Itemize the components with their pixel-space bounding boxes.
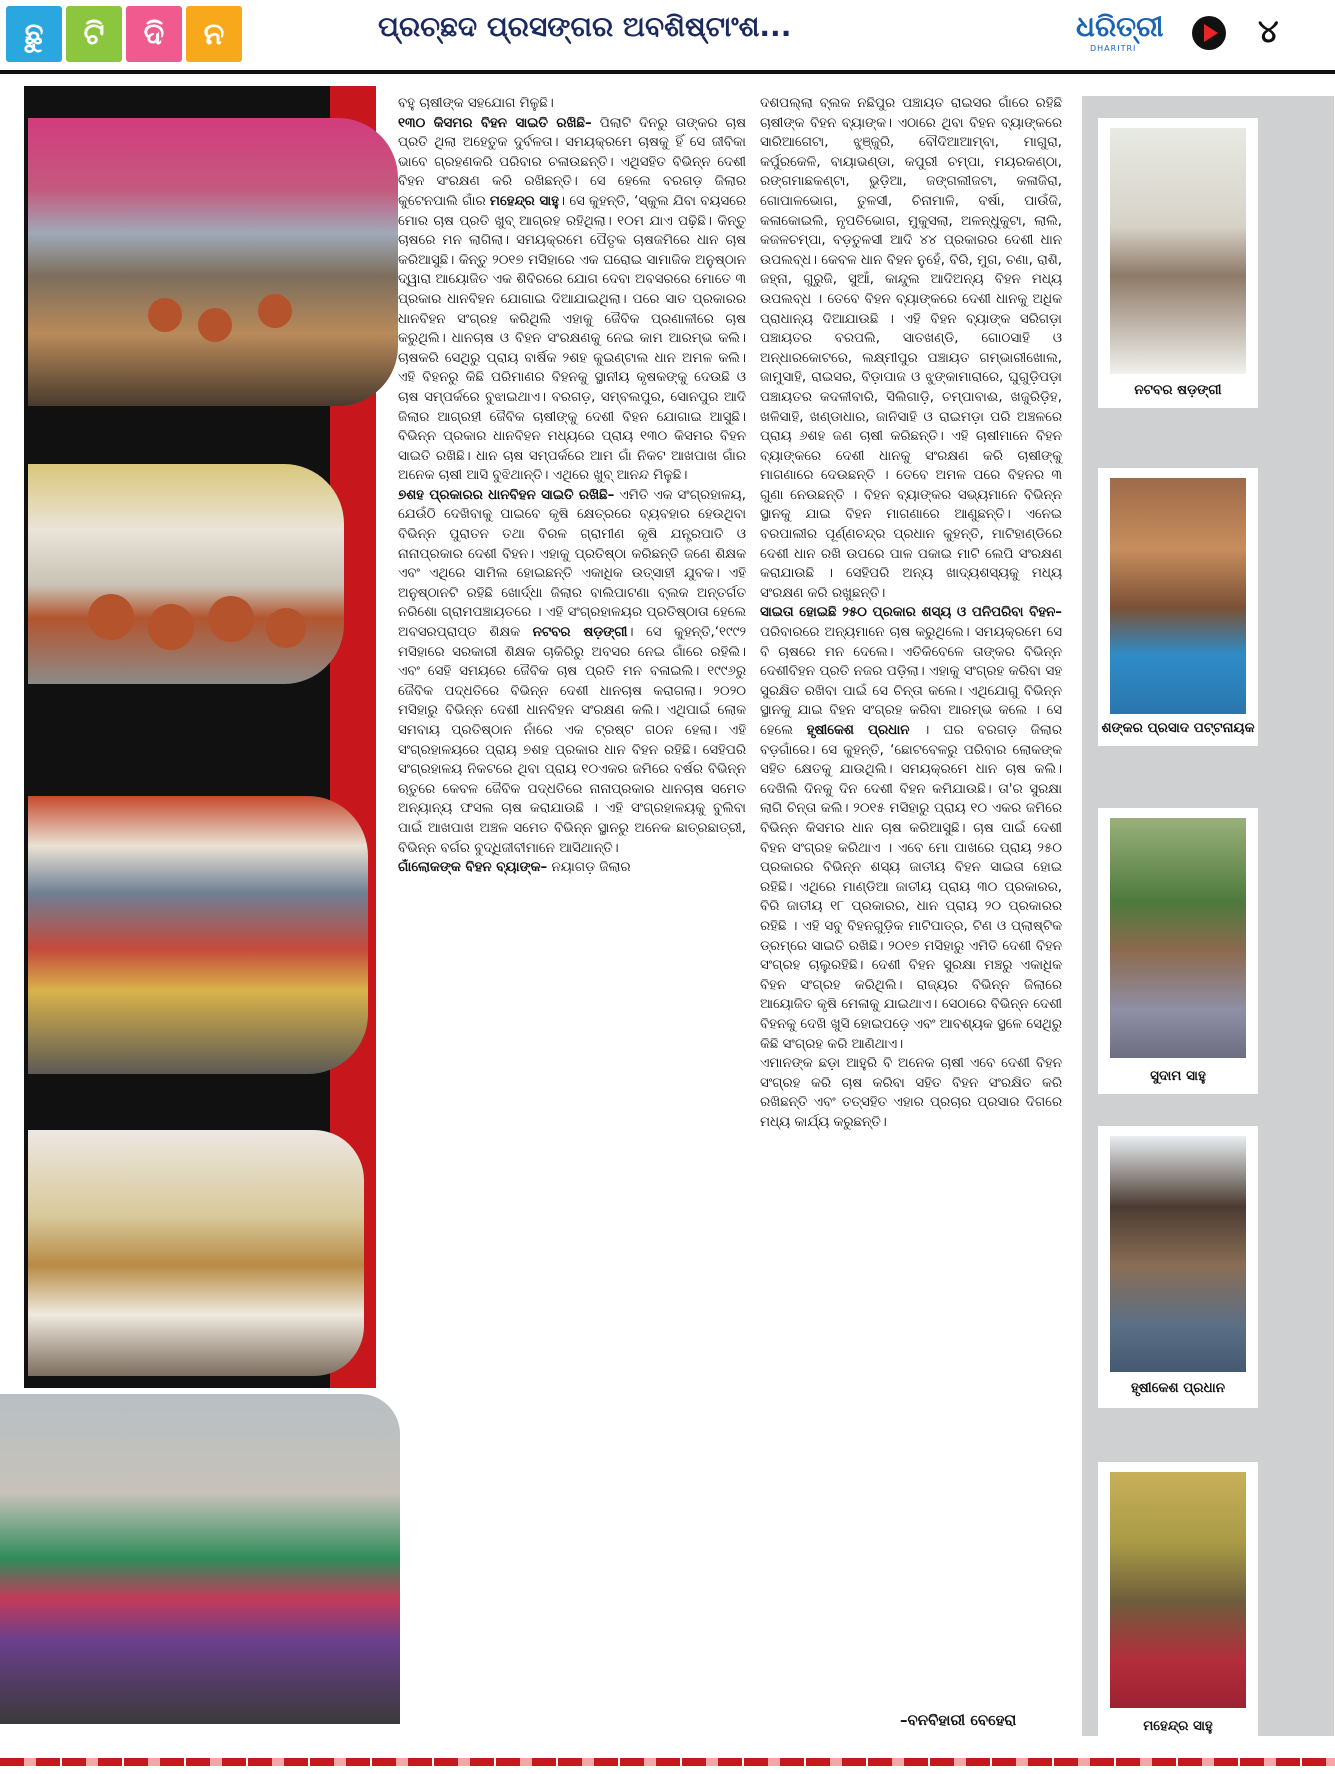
play-icon (1192, 16, 1226, 50)
clay-pot-shape (148, 604, 194, 650)
section-logo-letter: ଦି (126, 6, 182, 62)
museum-founder-photo (28, 796, 368, 1074)
portrait-card (1098, 468, 1258, 746)
article-paragraph: ସାଇତା ହୋଇଛି ୨୫୦ ପ୍ରକାର ଶସ୍ୟ ଓ ପନିପରିବା ବିହନ– ପରିବାରରେ ଅନ୍ୟମାନେ ଚାଷ କରୁଥିଲେ। ସମୟକ୍ରମେ ସେ ବି ଚାଷରେ ମନ ଦେଲେ। ଏତିକିବେଳେ ତାଙ୍କର ବିଭିନ୍ନ ଦେଶୀବିହନ ପ୍ରତି ନଜର ପଡ଼ିଲା। ଏହାକୁ ସଂଗ୍ରହ କରିବା ସହ ସୁରକ୍ଷିତ ରଖିବା ପାଇଁ ସେ ଚିନ୍ତା କଲେ। ଏଥିଯୋଗୁ ବିଭିନ୍ନ ସ୍ଥାନକୁ ଯାଇ ବିହନ ସଂଗ୍ରହ କରିବା ଆରମ୍ଭ କଲେ । ସେ ହେଲେ ହୃଷୀକେଶ ପ୍ରଧାନ । ଘର ବରଗଡ଼ ଜିଲାର ବଡ଼ଗାଁରେ। ସେ କୁହନ୍ତି, ‘ଛୋଟବେଳରୁ ପରିବାର ଲୋକଙ୍କ ସହିତ କ୍ଷେତକୁ ଯାଉଥିଲି। ସମୟକ୍ରମେ ଧାନ ଚାଷ କଲି। ଦେଖିଲି ଦିନକୁ ଦିନ ଦେଶୀ ବିହନ କମିଯାଉଛି। ତା'ର ସୁରକ୍ଷା ଲାଗି ଚିନ୍ତା କଲି। ୨୦୧୫ ମସିହାରୁ ପ୍ରାୟ ୧୦ ଏକର ଜମିରେ ବିଭିନ୍ନ କିସମର ଧାନ ଚାଷ କରିଆସୁଛି। ଚାଷ ପାଇଁ ଦେଶୀ ବିହନ ସଂଗ୍ରହ କରିଥାଏ । ଏବେ ମୋ ପାଖରେ ପ୍ରାୟ ୨୫୦ ପ୍ରକାରର ବିଭିନ୍ନ ଶସ୍ୟ ଜାତୀୟ ବିହନ ସାଇତା ହୋଇ ରହିଛି। ଏଥିରେ ମାଣ୍ଡିଆ ଜାତୀୟ ପ୍ରାୟ ୩୦ ପ୍ରକାରର, ବିରି ଜାତୀୟ ୧୮ ପ୍ରକାରର, ଧାନ ପ୍ରାୟ ୨୦ ପ୍ରକାରର ରହିଛି । ଏହି ସବୁ ବିହନଗୁଡ଼ିକ ମାଟିପାତ୍ର, ଟିଣ ଓ ପ୍ଲାଷ୍ଟିକ ଡ୍ରମ୍‌ରେ ସାଇତି ରଖିଛି। ୨୦୧୭ ମସିହାରୁ ଏମିତି ଦେଶୀ ବିହନ ସଂଗ୍ରହ ଚାଲୁରହିଛି। ଦେଶୀ ବିହନ ସୁରକ୍ଷା ମଞ୍ଚରୁ ଏକାଧିକ ବିହନ ସଂଗ୍ରହ କରିଥିଲି। ରାଜ୍ୟର ବିଭିନ୍ନ ଜିଲାରେ ଆୟୋଜିତ କୃଷି ମେଳାକୁ ଯାଇଥାଏ। ସେଠାରେ ବିଭିନ୍ନ ଦେଶୀ ବିହନକୁ ଦେଖି ଖୁସି ହୋଇପଡ଼େ ଏବଂ ଆବଶ୍ୟକ ସ୍ଥଳେ ସେଥିରୁ କିଛି ସଂଗ୍ରହ କରି ଆଣିଥାଏ। (760, 605, 1062, 1052)
page-header (0, 0, 1335, 66)
seed-storage-pots-photo (28, 464, 344, 684)
article-paragraph: ଦଶପଲ୍ଲା ବ୍ଲକ ନଛିପୁର ପଞ୍ଚାୟତ ରାଇସର ଗାଁରେ ରହିଛି ଚାଷୀଙ୍କ ବିହନ ବ୍ୟାଙ୍କ। ଏଠାରେ ଥିବା ବିହନ ବ୍ୟାଙ୍କରେ ସାରିଆଗେଟା, ଝୁଞ୍ଜୁରି, ବୌଦିଆଆମ୍ବା, ମାଗୁରା, କର୍ପୁରକେଳି, ବାୟାଭଣ୍ଡା, କପୁରୀ ଚମ୍ପା, ମୟରକଣ୍ଠା, ରଙ୍ଗମାଛକଣ୍ଟା, ଭୁଡ଼ିଆ, ଜଙ୍ଗଲୀଜଟା, କଳାଜିରା, ଗୋପାଳଭୋଗ, ତୁଳସୀ, ଚିନାମାଳି, ବର୍ଷା, ପାଉଁଜି, କଳାକୋଇଲି, ନୃପତିଭୋଗ, ମୁକୁସଲା, ଅଳନ୍ଧୁକୁଟା, ଲାଲି, କଜଳଚମ୍ପା, ବଡ଼ତୁଳସୀ ଆଦି ୪୪ ପ୍ରକାରର ଦେଶୀ ଧାନ ଉପଲବ୍ଧ। କେବଳ ଧାନ ବିହନ ନୁହେଁ, ବିରି, ମୁଗ, ଚଣା, ରାଶି, ଜହ୍ନା, ଗୁରୁଜି, ସୁଆଁ, କାନ୍ଦୁଲ ଆଦିଅନ୍ୟ ବିହନ ମଧ୍ୟ ଉପଲବ୍ଧ । ତେବେ ବିହନ ବ୍ୟାଙ୍କରେ ଦେଶୀ ଧାନକୁ ଅଧିକ ପ୍ରାଧାନ୍ୟ ଦିଆଯାଉଛି । ଏହି ବିହନ ବ୍ୟାଙ୍କ ସରିଗଡ଼ା ପଞ୍ଚାୟତର ବରପଲି, ସାତଖଣ୍ଡି, ଗୋଠସାହି ଓ ଅନ୍ଧାରକୋଟରେ, ଲକ୍ଷ୍ମୀପୁର ପଞ୍ଚାୟତ ଗମ୍ଭାରୀଖୋଲ, ଜାମୁସାହି, ରାଇସର, ବିଡ଼ାପାଜ ଓ ଝୁଙ୍କାମାରାରେ, ଘୁଗୁଡ଼ିପଡ଼ା ପଞ୍ଚାୟତର କଦଳୀବାରି, ସିଲିଗାଡ଼ି, ଚମ୍ପାବାଈ, ଖଜୁରିଡ଼ିହ, ଖଳିସାହି, ଖଣ୍ଡାଧାର, ଜାନିସାହି ଓ ରାଇମଡ଼ା ପରି ଅଞ୍ଚଳରେ ପ୍ରାୟ ୬ଶହ ଜଣ ଚାଷୀ କରିଛନ୍ତି। ଏହି ଚାଷୀମାନେ ବିହନ ବ୍ୟାଙ୍କରେ ଦେଶୀ ଧାନକୁ ସଂରକ୍ଷଣ କରି ଚାଷୀଙ୍କୁ ମାଗଣାରେ ଦେଉଛନ୍ତି । ତେବେ ଅମଳ ପରେ ବିହନର ୩ ଗୁଣା ନେଉଛନ୍ତି । ବିହନ ବ୍ୟାଙ୍କର ସଭ୍ୟମାନେ ବିଭିନ୍ନ ସ୍ଥାନକୁ ଯାଇ ବିହନ ମାଗଣାରେ ଆଣୁଛନ୍ତି। ଏନେଇ ବରପାଲୀର ପୂର୍ଣ୍ଣଚନ୍ଦ୍ର ପ୍ରଧାନ କୁହନ୍ତି, ମାଟିହାଣ୍ଡିରେ ଦେଶୀ ଧାନ ରଖି ଉପରେ ପାଳ ପକାଇ ମାଟି ଲେପି ସଂରକ୍ଷଣ କରାଯାଉଛି । ସେହିପରି ଅନ୍ୟ ଖାଦ୍ୟଶସ୍ୟକୁ ମଧ୍ୟ ସଂରକ୍ଷଣ କରି ରଖୁଛନ୍ତି। (760, 96, 1062, 601)
article-paragraph: ଗାଁଲୋକଙ୍କ ବିହନ ବ୍ୟାଙ୍କ– ନୟାଗଡ଼ ଜିଲାର (398, 860, 631, 876)
article-subheading: ଗାଁଲୋକଙ୍କ ବିହନ ବ୍ୟାଙ୍କ– (398, 860, 548, 876)
person-name: ନଟବର ଷଡ଼ଙ୍ଗୀ (532, 625, 628, 641)
article-paragraph: ୧୩୦ କିସମର ବିହନ ସାଇତି ରଖିଛି– ପିଲାଟି ଦିନରୁ ତାଙ୍କର ଚାଷ ପ୍ରତି ଥିଲା ଅହେତୁକ ଦୁର୍ବଳତା। ସମୟକ୍ରମେ ଚାଷକୁ ହିଁ ସେ ଜୀବିକା ଭାବେ ଗ୍ରହଣକରି ପରିବାର ଚଳାଉଛନ୍ତି। ଏଥିସହିତ ବିଭିନ୍ନ ଦେଶୀ ବିହନ ସଂରକ୍ଷଣ କରି ରଖିଛନ୍ତି। ସେ ହେଲେ ବରଗଡ଼ ଜିଲାର କୁଟେନପାଲି ଗାଁର ମହେନ୍ଦ୍ର ସାହୁ। ସେ କୁହନ୍ତି, ‘ସ୍କୁଲ ଯିବା ବୟସରେ ମୋର ଚାଷ ପ୍ରତି ଖୁବ୍ ଆଗ୍ରହ ରହିଥିଲା। ୧୦ମ ଯାଏ ପଢ଼ିଛି। କିନ୍ତୁ ଚାଷରେ ମନ ଲାଗିଲା। ସମୟକ୍ରମେ ପୈତୃକ ଚାଷଜମିରେ ଧାନ ଚାଷ କରିଆସୁଛି। କିନ୍ତୁ ୨୦୧୭ ମସିହାରେ ଏକ ଘରୋଇ ସାମାଜିକ ଅନୁଷ୍ଠାନ ଦ୍ୱାରା ଆୟୋଜିତ ଏକ ଶିବିରରେ ଯୋଗ ଦେବା ଅବସରରେ ମୋତେ ୩ ପ୍ରକାର ଧାନବିହନ ଯୋଗାଇ ଦିଆଯାଇଥିଲା। ପରେ ସାତ ପ୍ରକାରର ଧାନବିହନ ସଂଗ୍ରହ କରିଥିଲି ଏହାକୁ ଜୈବିକ ପ୍ରଣାଳୀରେ ଚାଷ କରୁଥିଲି। ଧାନଚାଷ ଓ ବିହନ ସଂରକ୍ଷଣକୁ ନେଇ କାମ ଆରମ୍ଭ କଲି। ଚାଷକରି ସେଥିରୁ ପ୍ରାୟ ବାର୍ଷିକ ୨ଶହ କୁଇଣ୍ଟାଲ ଧାନ ଅମଳ କଲି। ଏହି ବିହନରୁ କିଛି ପରିମାଣର ବିହନକୁ ସ୍ଥାନୀୟ କୃଷକଙ୍କୁ ଦେଉଛି ଓ ଚାଷ ସମ୍ପର୍କରେ ବୁଝାଇଥାଏ। ବରଗଡ଼, ସମ୍ବଲପୁର, ସୋନପୁର ଆଦି ଜିଲାର ଆଗ୍ରହୀ ଜୈବିକ ଚାଷୀଙ୍କୁ ଦେଶୀ ବିହନ ଯୋଗାଇ ଆସୁଛି। ବିଭିନ୍ନ ପ୍ରକାର ଧାନବିହନ ମଧ୍ୟରେ ପ୍ରାୟ ୧୩୦ କିସମର ବିହନ ସାଇତି ରଖିଛି। ଧାନ ଚାଷ ସମ୍ପର୍କରେ ଆମ ଗାଁ ନିକଟ ଆଖପାଖ ଗାଁର ଅନେକ ଚାଷୀ ଆସି ବୁଝିଥାନ୍ତି। ଏଥିରେ ଖୁବ୍ ଆନନ୍ଦ ମିଳୁଛି। (398, 115, 747, 484)
article-paragraph: ୭ଶହ ପ୍ରକାରର ଧାନବିହନ ସାଇତି ରଖିଛି– ଏମିତି ଏକ ସଂଗ୍ରହାଳୟ, ଯେଉଁଠି ଦେଖିବାକୁ ପାଇବେ କୃଷି କ୍ଷେତ୍ରରେ ବ୍ୟବହାର ହେଉଥିବା ବିଭିନ୍ନ ପୁରାତନ ତଥା ବିରଳ ଗ୍ରାମୀଣ କୃଷି ଯନ୍ତ୍ରପାତି ଓ ନାନାପ୍ରକାର ଦେଶୀ ବିହନ। ଏହାକୁ ପ୍ରତିଷ୍ଠା କରିଛନ୍ତି ଜଣେ ଶିକ୍ଷକ ଏବଂ ଏଥିରେ ସାମିଲ ହୋଇଛନ୍ତି ଏକାଧିକ ଉତ୍ସାହୀ ଯୁବକ। ଏହି ଅନୁଷ୍ଠାନଟି ରହିଛି ଖୋର୍ଦ୍ଧା ଜିଲାର ବାଲିପାଟଣା ବ୍ଲକ ଅନ୍ତର୍ଗତ ନରିଶୋ ଗ୍ରାମପଞ୍ଚାୟତରେ । ଏହି ସଂଗ୍ରହାଳୟର ପ୍ରତିଷ୍ଠାତା ହେଲେ ଅବସରପ୍ରାପ୍ତ ଶିକ୍ଷକ ନଟବର ଷଡ଼ଙ୍ଗୀ। ସେ କୁହନ୍ତି,‘୧୯୯୨ ମସିହାରେ ସରକାରୀ ଶିକ୍ଷକ ଚାକିରିରୁ ଅବସର ନେଇ ଗାଁରେ ରହିଲି। ଏବଂ ସେହି ସମୟରେ ଜୈବିକ ଚାଷ ପ୍ରତି ମନ ବଳାଇଲି। ୧୯୯୬ରୁ ଜୈବିକ ପଦ୍ଧତିରେ ବିଭିନ୍ନ ଦେଶୀ ଧାନଚାଷ କରାଗଲା। ୨୦୨୦ ମସିହାରୁ ବିଭିନ୍ନ ଦେଶୀ ଧାନବିହନ ସଂରକ୍ଷଣ କଲି। ଏଥିପାଇଁ ଲୋକ ସମବାୟ ପ୍ରତିଷ୍ଠାନ ନାଁରେ ଏକ ଟ୍ରଷ୍ଟ ଗଠନ ହେଲା। ଏହି ସଂଗ୍ରହାଳୟରେ ପ୍ରାୟ ୭ଶହ ପ୍ରକାର ଧାନ ବିହନ ରହିଛି। ସେହିପରି ସଂଗ୍ରହାଳୟ ନିକଟରେ ଥିବା ପ୍ରାୟ ୧୦ଏକର ଜମିରେ ବର୍ଷର ବିଭିନ୍ନ ଋତୁରେ କେବଳ ଜୈବିକ ପଦ୍ଧତିରେ ନାନାପ୍ରକାର ଧାନଚାଷ ସମେତ ଅନ୍ୟାନ୍ୟ ଫସଲ ଚାଷ କରାଯାଉଛି । ଏହି ସଂଗ୍ରହାଳୟକୁ ବୁଲିବା ପାଇଁ ଆଖପାଖ ଅଞ୍ଚଳ ସମେତ ବିଭିନ୍ନ ସ୍ଥାନରୁ ଅନେକ ଛାତ୍ରଛାତ୍ରୀ, ବିଭିନ୍ନ ବର୍ଗର ବୁଦ୍ଧିଜୀବୀମାନେ ଆସିଥାନ୍ତି। (398, 487, 746, 856)
header-divider (0, 70, 1335, 74)
article-subheading: ୭ଶହ ପ୍ରକାରର ଧାନବିହନ ସାଇତି ରଖିଛି– (398, 487, 615, 503)
clay-pot-shape (266, 608, 306, 648)
hanging-paddy-photo (28, 1130, 364, 1376)
article-column-1 (398, 94, 746, 878)
page-headline: ପ୍ରଚ୍ଛଦ ପ୍ରସଙ୍ଗର ଅବଶିଷ୍ଟାଂଶ... (378, 10, 792, 43)
women-farmers-group-photo (0, 1394, 400, 1724)
clay-pot-shape (208, 596, 254, 642)
portrait-card (1098, 1462, 1258, 1746)
portrait-caption: ଶଙ୍କର ପ୍ରସାଦ ପଟ୍ଟନାୟକ (1101, 720, 1255, 736)
section-logo-letter: ଛୁ (6, 6, 62, 62)
footer-decorative-strip (0, 1758, 1335, 1766)
article-byline: –ବନବିହାରୀ ବେହେରା (900, 1711, 1017, 1729)
brand-name: ଧରିତ୍ରୀ (1076, 10, 1164, 43)
article-subheading: ୧୩୦ କିସମର ବିହନ ସାଇତି ରଖିଛି– (398, 115, 592, 131)
article-column-2 (760, 94, 1062, 1132)
article-subheading: ସାଇତା ହୋଇଛି ୨୫୦ ପ୍ରକାର ଶସ୍ୟ ଓ ପନିପରିବା ବିହନ– (760, 605, 1062, 621)
portrait-photo (1110, 478, 1246, 714)
clay-pot-shape (88, 594, 134, 640)
person-name: ମହେନ୍ଦ୍ର ସାହୁ (489, 193, 559, 209)
clay-pot-shape (148, 298, 182, 332)
clay-pot-shape (198, 308, 232, 342)
portrait-caption: ସୁଦାମ ସାହୁ (1150, 1068, 1206, 1084)
portrait-card (1098, 808, 1258, 1094)
portrait-caption: ନଟବର ଷଡ଼ଙ୍ଗୀ (1134, 382, 1222, 398)
portrait-photo (1110, 818, 1246, 1058)
section-logo-letter: ନ (186, 6, 242, 62)
article-paragraph: ଏମାନଙ୍କ ଛଡ଼ା ଆହୁରି ବି ଅନେକ ଚାଷୀ ଏବେ ଦେଶୀ ବିହନ ସଂଗ୍ରହ କରି ଚାଷ କରିବା ସହିତ ବିହନ ସଂରକ୍ଷିତ କରି ରଖିଛନ୍ତି ଏବଂ ତତ୍‌ସହିତ ଏହାର ପ୍ରଚାର ପ୍ରସାର ଦିଗରେ ମଧ୍ୟ କାର୍ଯ୍ୟ କରୁଛନ୍ତି। (760, 1056, 1062, 1130)
section-logo (6, 6, 242, 62)
seed-museum-photo-1 (28, 118, 398, 406)
page-number: ୪ (1258, 12, 1279, 50)
portrait-caption: ହୃଷୀକେଶ ପ୍ରଧାନ (1130, 1380, 1226, 1396)
clay-pot-shape (258, 294, 292, 328)
article-paragraph: ବହୁ ଚାଷୀଙ୍କ ସହଯୋଗ ମିଳୁଛି। (398, 96, 554, 111)
brand-subtitle: DHARITRI (1090, 44, 1137, 53)
portrait-card (1098, 1126, 1258, 1408)
masthead-brand (1056, 6, 1326, 62)
portrait-photo (1110, 1136, 1246, 1372)
person-name: ହୃଷୀକେଶ ପ୍ରଧାନ (806, 723, 910, 738)
portrait-photo (1110, 1472, 1246, 1708)
portrait-photo (1110, 128, 1246, 374)
section-logo-letter: ଟି (66, 6, 122, 62)
page-footer (0, 1748, 1335, 1774)
portrait-card (1098, 118, 1258, 408)
portrait-caption: ମହେନ୍ଦ୍ର ସାହୁ (1143, 1718, 1213, 1734)
